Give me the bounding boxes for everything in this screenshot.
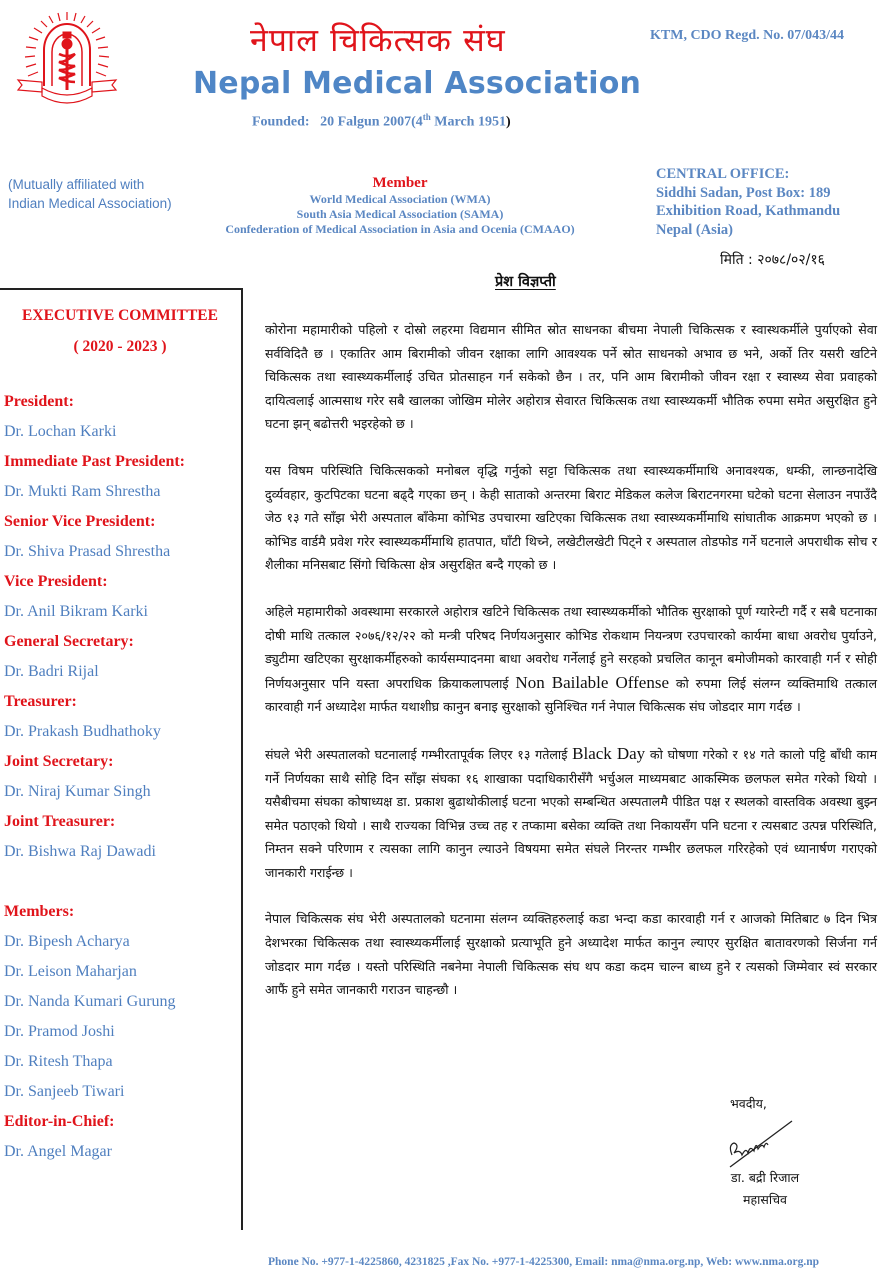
footer-contact: Phone No. +977-1-4225860, 4231825 ,Fax No. +977-1-4225300, Email: nma@nma.org.np, Web: www.nma.org.np	[268, 1256, 820, 1268]
role-label: Immediate Past President:	[4, 453, 185, 470]
editor-name: Dr. Angel Magar	[4, 1143, 112, 1160]
role-name: Dr. Anil Bikram Karki	[4, 603, 148, 620]
emphasis-term: Black Day	[572, 743, 646, 763]
central-office-address	[656, 165, 840, 239]
member-org: World Medical Association (WMA)	[309, 192, 491, 206]
membership-block	[205, 175, 595, 237]
org-title-nepali: नेपाल चिकित्सक संघ	[250, 21, 506, 59]
committee-roster	[4, 387, 238, 1167]
office-line: Siddhi Sadan, Post Box: 189	[656, 184, 831, 201]
role-label: Vice President:	[4, 573, 108, 590]
affiliation-line: (Mutually affiliated with	[8, 177, 145, 192]
member-org: Confederation of Medical Association in Asia and Ocenia (CMAAO)	[225, 222, 575, 236]
member-name: Dr. Pramod Joshi	[4, 1023, 115, 1040]
executive-committee-heading	[0, 300, 240, 362]
paragraph	[265, 600, 877, 719]
letter-date: मिति : २०७८/०२/१६	[720, 252, 825, 268]
affiliation-line: Indian Medical Association)	[8, 196, 172, 211]
role-name: Dr. Lochan Karki	[4, 423, 117, 440]
role-label: Senior Vice President:	[4, 513, 156, 530]
role-name: Dr. Prakash Budhathoky	[4, 723, 161, 740]
founded-date	[252, 112, 511, 131]
press-release-title: प्रेश विज्ञप्ती	[495, 274, 556, 290]
role-name: Dr. Mukti Ram Shrestha	[4, 483, 161, 500]
role-label: General Secretary:	[4, 633, 134, 650]
signer-name: डा. बद्री रिजाल	[730, 1170, 800, 1185]
closing-salutation: भवदीय,	[730, 1096, 767, 1111]
role-label: President:	[4, 393, 74, 410]
editor-label: Editor-in-Chief:	[4, 1113, 115, 1130]
member-org: South Asia Medical Association (SAMA)	[296, 207, 504, 221]
members-label: Members:	[4, 903, 75, 920]
member-name: Dr. Sanjeeb Tiwari	[4, 1083, 125, 1100]
founded-tail: March 1951	[430, 114, 506, 130]
committee-title: EXECUTIVE COMMITTEE	[22, 307, 218, 324]
paragraph-text: को रुपमा लिई संलग्न व्यक्तिमाथि तत्काल कारवाही गर्न अध्यादेश मार्फत यथाशीघ्र कानुन बनाइ सुरक्षाको सुनिश्चित गर्न नेपाल चिकित्सक संघ जोडदार माग गर्दछ ।	[265, 675, 877, 715]
nma-logo	[14, 10, 120, 110]
committee-term: ( 2020 - 2023 )	[73, 338, 167, 355]
role-name: Dr. Niraj Kumar Singh	[4, 783, 151, 800]
paragraph	[265, 742, 877, 885]
office-line: Exhibition Road, Kathmandu	[656, 203, 841, 219]
office-line: Nepal (Asia)	[656, 221, 733, 238]
role-label: Treasurer:	[4, 693, 77, 710]
letter-body	[265, 318, 877, 1025]
spacer	[4, 867, 238, 897]
member-title: Member	[372, 175, 428, 191]
paragraph-text: यस विषम परिस्थिति चिकित्सकको मनोबल वृद्धि गर्नुको सट्टा चिकित्सक तथा स्वास्थ्यकर्मीमाथि अनावश्यक, धम्की, लान्छनादेखि दुर्व्यवहार, कुटपिटका घटना बढ्दै गएका छन् । केही साताको अन्तरमा बिराट मेडिकल कलेज बिराटनगरमा घटेको घटना सेलाउन नपाउँदै जेठ १३ गते साँझ भेरी अस्पताल बाँकेमा कोभिड उपचारमा खटिएका चिकित्सक तथा स्वास्थ्यकर्मीमाथि सांघातीक आक्रमण भएको छ । कोभिड वार्डमै प्रवेश गरेर स्वास्थ्यकर्मीमाथि हातपात, घाँटी थिच्ने, लखेटीलखेटी पिट्ने र अस्पताल तोडफोड गर्ने घटनाले अपराधीक सोच र शैलीका मनिसबाट सिंगो चिकित्सा क्षेत्र असुरक्षित बन्दै गएको छ ।	[265, 462, 877, 573]
role-label: Joint Secretary:	[4, 753, 114, 770]
member-name: Dr. Bipesh Acharya	[4, 933, 130, 950]
caduceus-emblem-icon	[14, 10, 120, 110]
paragraph-text: को घोषणा गरेको र १४ गते कालो पट्टि बाँधी काम गर्ने निर्णयका साथै सोहि दिन साँझ संघका १६ शाखाका पदाधिकारीसँगै भर्चुअल माध्यमबाट आकस्मिक छलफल समेत गरेको थियो । यसैबीचमा संघका कोषाध्यक्ष डा. प्रकाश बुढाथोकीलाई घटना भएको सम्बन्धित अस्पतालमै पीडित पक्ष र स्थलको वास्तविक अवस्था बुझ्न समेत पठाएको थियो । साथै राज्यका विभिन्न उच्च तह र तप्कामा बसेका व्यक्ति तथा निकायसँग पनि घटना र त्यसबाट उत्पन्न परिस्थिति, निम्तन सक्ने परिणाम र त्यसका लागि कानुन ल्याउने विषयमा समेत संघले निरन्तर गम्भीर छलफल गरिरहेको एवं ध्यानार्षण गराएको जानकारी गराईन्छ ।	[265, 746, 877, 880]
affiliation-note	[8, 175, 172, 213]
sidebar-divider-top	[0, 288, 242, 290]
paragraph: नेपाल चिकित्सक संघ भेरी अस्पतालको घटनामा संलग्न व्यक्तिहरुलाई कडा भन्दा कडा कारवाही गर्न र आजको मितिबाट ७ दिन भित्र देशभरका चिकित्सक तथा स्वास्थ्यकर्मीलाई सुरक्षाको प्रत्याभूति हुने अध्यादेश मार्फत कानुन ल्याएर सुरक्षित बातावरणको सिर्जना गर्न जोडदार माग गर्दछ । यस्तो परिस्थिति नबनेमा नेपाली चिकित्सक संघ थप कडा कदम चाल्न बाध्य हुने र त्यसको जिम्मेवार स्वं सरकार आफैं हुने समेत जानकारी गराउन चाहन्छौ ।	[265, 911, 877, 998]
signature-icon	[720, 1115, 800, 1170]
office-title: CENTRAL OFFICE:	[656, 166, 790, 182]
member-name: Dr. Ritesh Thapa	[4, 1053, 113, 1070]
paragraph-text: संघले भेरी अस्पतालको घटनालाई गम्भीरतापूर्वक लिएर १३ गतेलाई	[265, 746, 573, 762]
paragraph-text: अहिले महामारीको अवस्थामा सरकारले अहोरात्र खटिने चिकित्सक तथा स्वास्थ्यकर्मीको भौतिक सुरक्षाको पूर्ण ग्यारेन्टी गर्दै र सबै घटनाका दोषी माथि तत्काल २०७६/१२/२२ को मन्त्री परिषद निर्णयअनुसार कोभिड रोकथाम नियन्त्रण रउपचारको कार्यमा बाधा अवरोध पुर्याउने, ड्युटीमा खटिएका सुरक्षाकर्मीहरुको कार्यसम्पादनमा बाधा अवरोध गर्नेलाई हुने सरहको प्रचलित कानून बमोजीमको कारवाही गर्न र सोही निर्णयअनुसार पनि यस्ता अपराधिक क्रियाकलापलाई	[265, 603, 877, 691]
founded-text: 20 Falgun 2007(4	[320, 114, 423, 130]
paragraph: कोरोना महामारीको पहिलो र दोस्रो लहरमा विद्यमान सीमित स्रोत साधनका बीचमा नेपाली चिकित्सक र स्वास्थकर्मीले पुर्याएको सेवा सर्वविदितै छ । एकातिर आम बिरामीको जीवन रक्षाका लागि आवश्यक पर्ने स्रोत साधनको अभाव छ भने, अर्को तिर यसरी खटिने चिकित्सक तथा स्वास्थ्यकर्मीलाई उचित प्रोतसाहन गर्न सकेको छैन । तर, पनि आम बिरामीको जीवन रक्षा र स्वास्थ्य सेवा प्रवाहको दायित्वलाई आत्मसाथ गरेर सबै खालका जोखिम मोलेर अहोरात्र सेवारत चिकित्सक तथा स्वास्थ्यकर्मी भौतिक रुपमा समेत असुरक्षित हुने घटना झन् बढोत्तरी भइरहेको छ ।	[265, 322, 877, 432]
role-name: Dr. Bishwa Raj Dawadi	[4, 843, 156, 860]
founded-close: )	[505, 114, 511, 130]
member-name: Dr. Nanda Kumari Gurung	[4, 993, 176, 1010]
role-label: Joint Treasurer:	[4, 813, 116, 830]
member-name: Dr. Leison Maharjan	[4, 963, 137, 980]
org-title-english: Nepal Medical Association	[193, 66, 642, 101]
emphasis-term: Non Bailable Offense	[515, 672, 670, 692]
founded-label: Founded:	[252, 114, 310, 130]
registration-number: KTM, CDO Regd. No. 07/043/44	[650, 28, 845, 43]
sidebar-divider-vertical	[241, 288, 243, 1230]
paragraph	[265, 459, 877, 577]
role-name: Dr. Badri Rijal	[4, 663, 99, 680]
role-name: Dr. Shiva Prasad Shrestha	[4, 543, 171, 560]
founded-sup: th	[422, 112, 431, 122]
signer-designation: महासचिव	[743, 1192, 787, 1207]
